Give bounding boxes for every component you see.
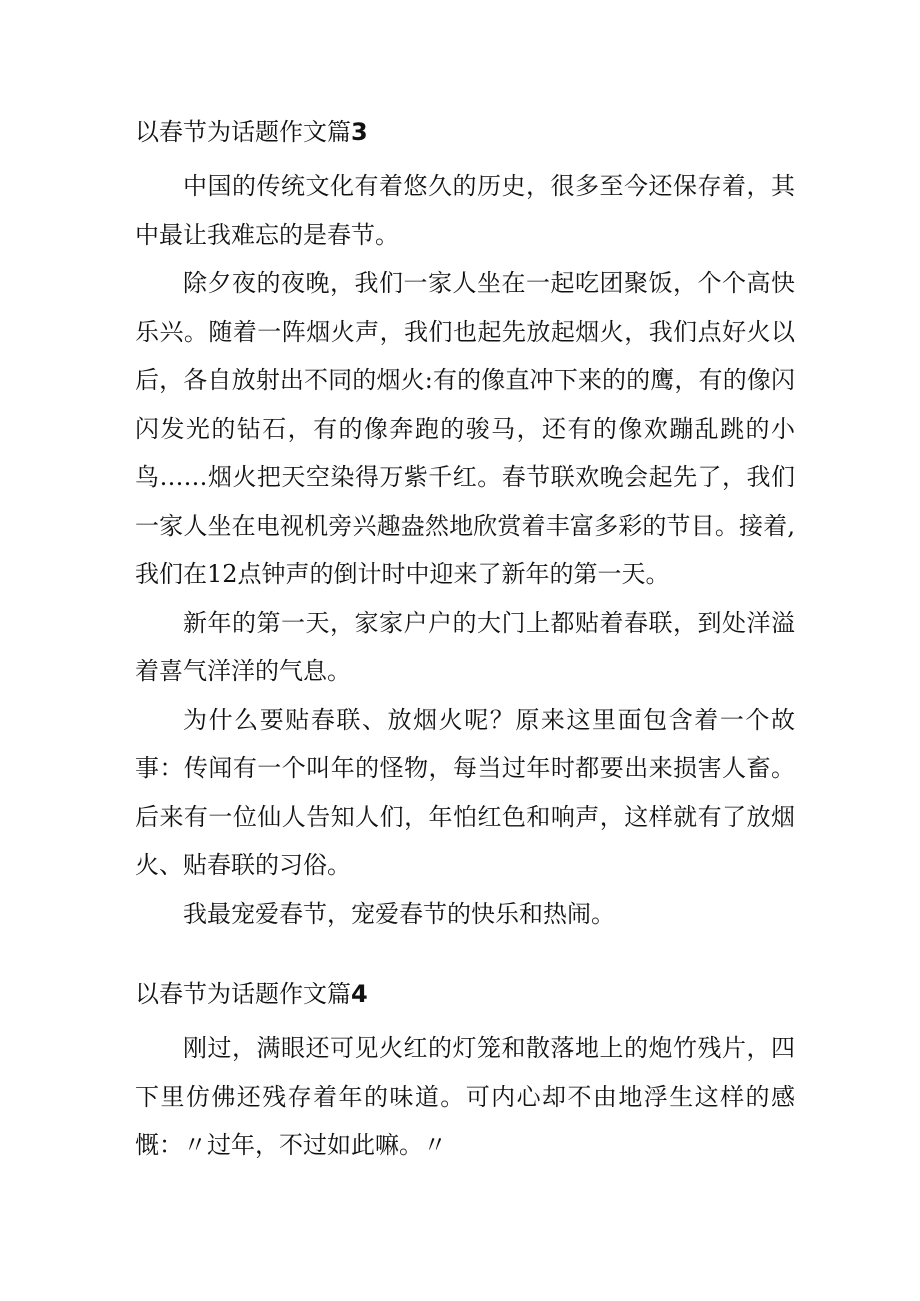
paragraph: 除夕夜的夜晚，我们一家人坐在一起吃团聚饭，个个高快乐兴。随着一阵烟火声，我们也起先放起烟火，我们点好火以后，各自放射出不同的烟火:有的像直冲下来的的鹰，有的像闪闪发光的钻石，有的像奔跑的骏马，还有的像欢蹦乱跳的小鸟……烟火把天空染得万紫千红。春节联欢晚会起先了，我们一家人坐在电视机旁兴趣盎然地欣赏着丰富多彩的节目。接着,我们在12点钟声的倒计时中迎来了新年的第一天。 bbox=[135, 269, 795, 588]
essay-title-text: 以春节为话题作文篇 bbox=[135, 980, 351, 1008]
essay-section-3 bbox=[135, 112, 795, 938]
essay-title-text: 以春节为话题作文篇 bbox=[135, 118, 351, 146]
paragraph: 中国的传统文化有着悠久的历史，很多至今还保存着，其中最让我难忘的是春节。 bbox=[135, 172, 795, 249]
essay-section-4 bbox=[135, 974, 795, 1170]
essay-title-number: 3 bbox=[351, 118, 368, 146]
paragraph: 刚过，满眼还可见火红的灯笼和散落地上的炮竹残片，四下里仿佛还残存着年的味道。可内心却不由地浮生这样的感慨：〃过年，不过如此嘛。〃 bbox=[135, 1034, 795, 1159]
paragraph: 我最宠爱春节，宠爱春节的快乐和热闹。 bbox=[183, 899, 615, 928]
essay-title bbox=[135, 112, 795, 152]
essay-title-number: 4 bbox=[351, 980, 368, 1008]
essay-title bbox=[135, 974, 795, 1014]
paragraph: 新年的第一天，家家户户的大门上都贴着春联，到处洋溢着喜气洋洋的气息。 bbox=[135, 608, 795, 685]
paragraph: 为什么要贴春联、放烟火呢？原来这里面包含着一个故事：传闻有一个叫年的怪物，每当过年时都要出来损害人畜。后来有一位仙人告知人们，年怕红色和响声，这样就有了放烟火、贴春联的习俗。 bbox=[135, 705, 795, 879]
